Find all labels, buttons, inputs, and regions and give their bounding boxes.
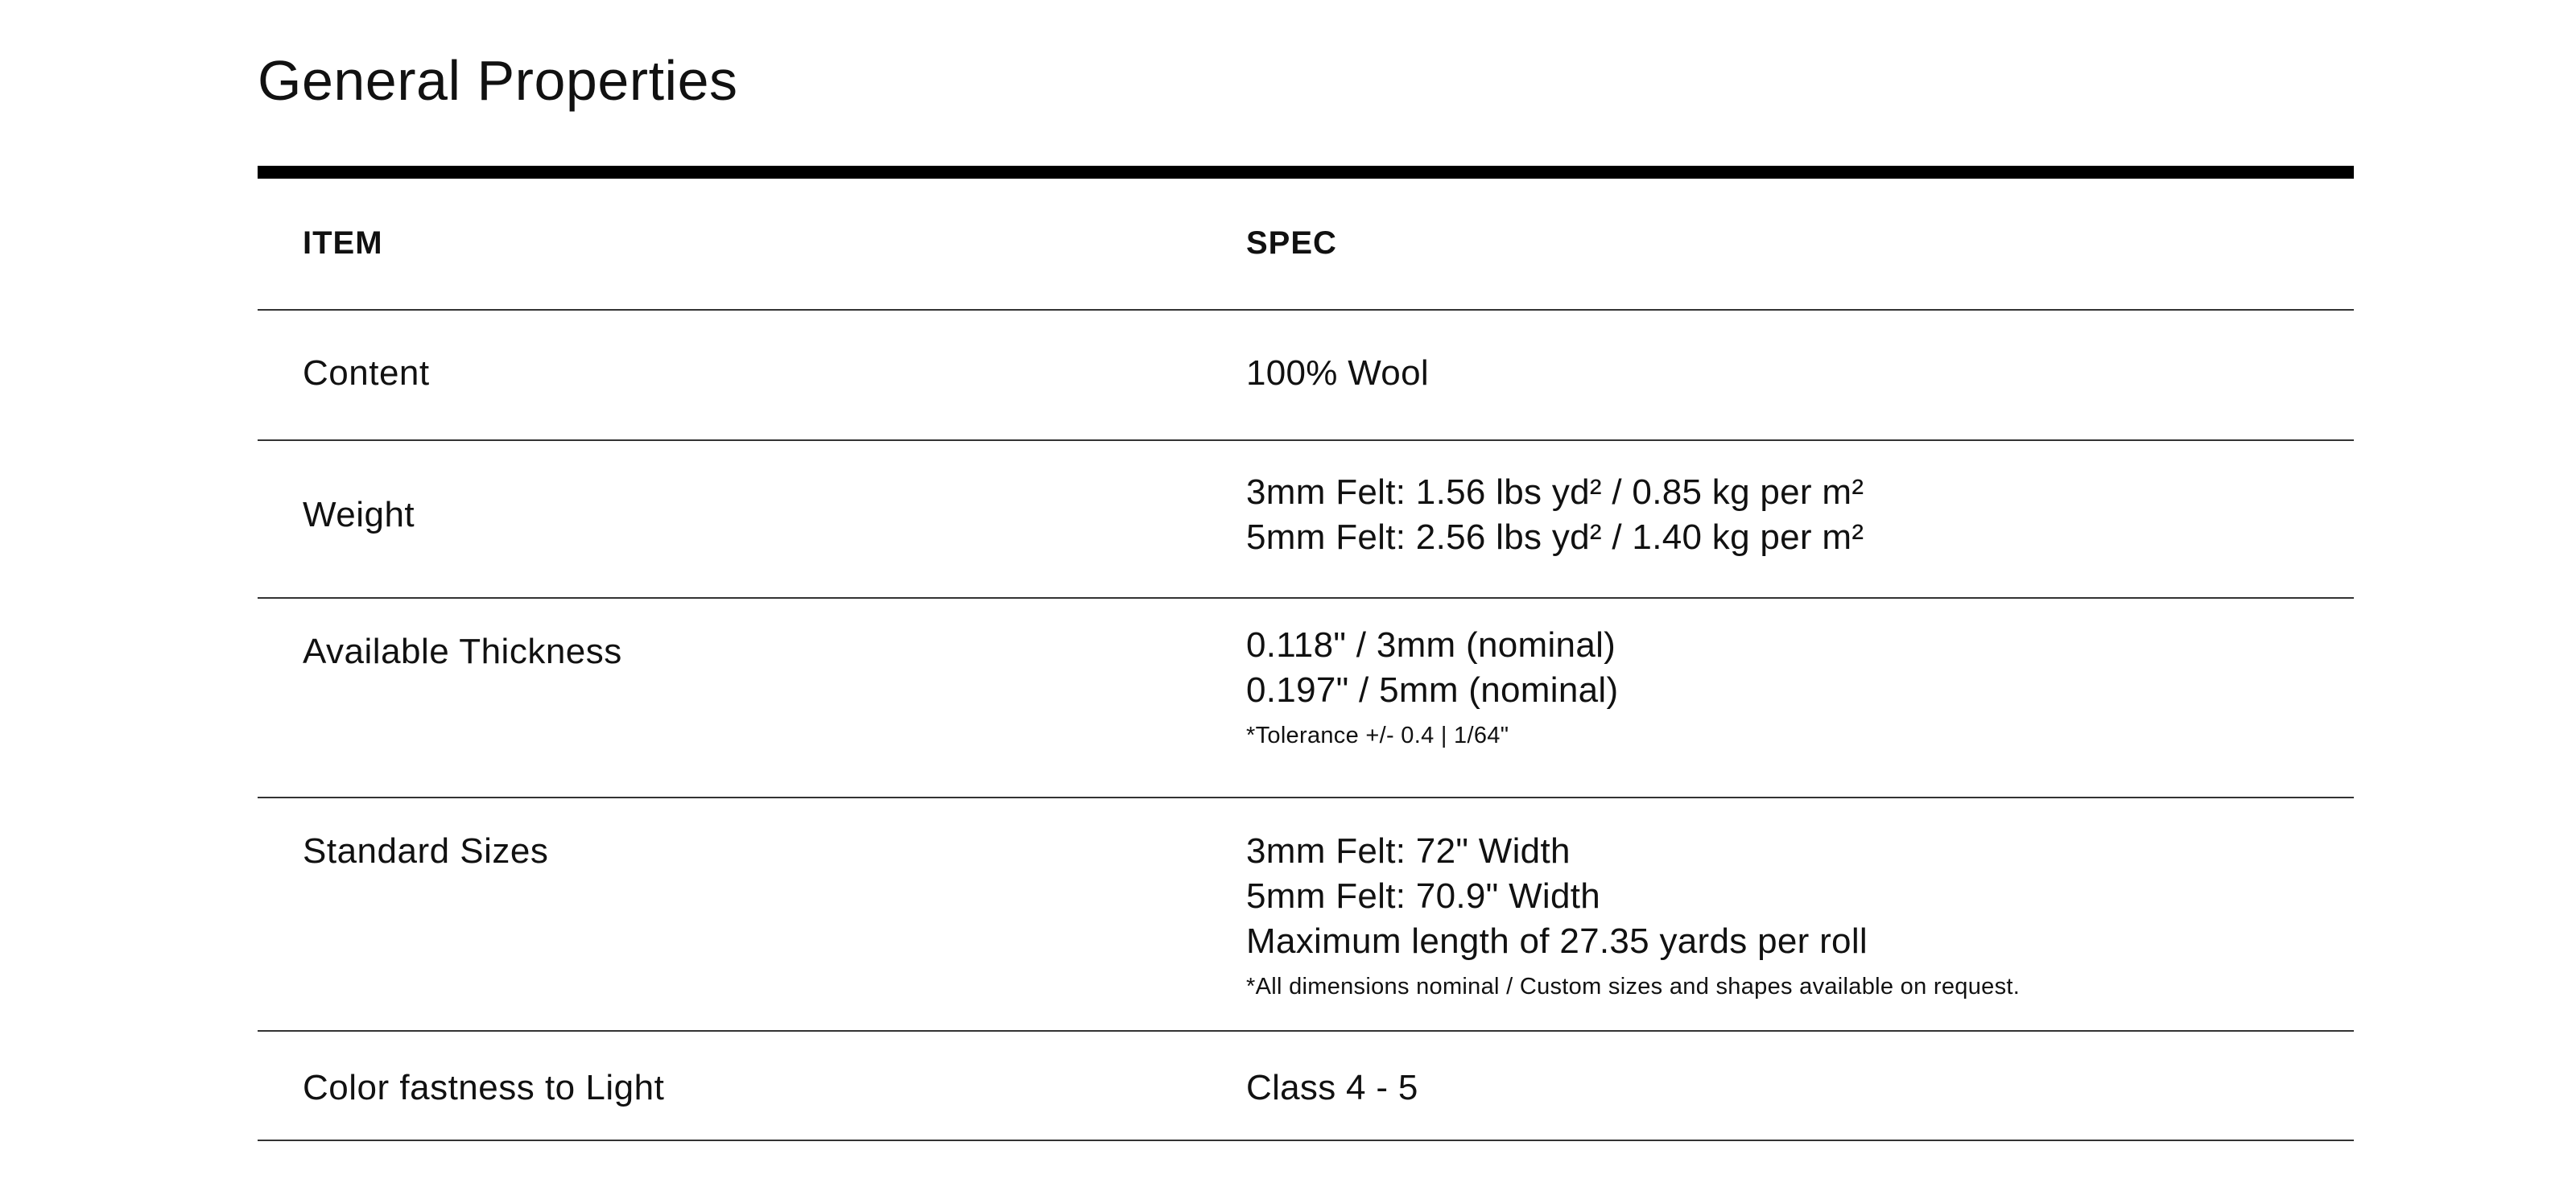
item-label-thickness: Available Thickness: [303, 632, 622, 671]
spec-cell-colorfastness: [1246, 1032, 2354, 1140]
spec-cell-content: [1246, 311, 2354, 439]
spec-line: 3mm Felt: 72" Width: [1246, 831, 1571, 871]
column-header-spec: SPEC: [1246, 225, 1337, 261]
spec-line: 100% Wool: [1246, 353, 1429, 393]
spec-line: 0.197" / 5mm (nominal): [1246, 670, 1619, 710]
dimensions-note: *All dimensions nominal / Custom sizes and shapes available on request.: [1246, 974, 2021, 1000]
properties-table: [258, 166, 2354, 1141]
table-row-sizes: [258, 798, 2354, 1032]
spec-line: 0.118" / 3mm (nominal): [1246, 625, 1616, 665]
table-row-weight: [258, 441, 2354, 599]
table-row-colorfastness: [258, 1032, 2354, 1141]
spec-line: 3mm Felt: 1.56 lbs yd² / 0.85 kg per m²: [1246, 472, 1864, 512]
spec-cell-sizes: [1246, 798, 2354, 1030]
item-label-sizes: Standard Sizes: [303, 831, 549, 871]
tolerance-note: *Tolerance +/- 0.4 | 1/64": [1246, 723, 1509, 748]
spec-line: 5mm Felt: 2.56 lbs yd² / 1.40 kg per m²: [1246, 517, 1864, 557]
page-title: General Properties: [258, 49, 738, 112]
spec-line: Class 4 - 5: [1246, 1068, 1418, 1107]
item-label-content: Content: [303, 353, 430, 393]
item-label-weight: Weight: [303, 495, 415, 534]
table-row-thickness: [258, 599, 2354, 798]
table-header-row: [258, 179, 2354, 311]
spec-line: Maximum length of 27.35 yards per roll: [1246, 921, 1868, 961]
table-row-content: [258, 311, 2354, 441]
item-label-colorfastness: Color fastness to Light: [303, 1068, 665, 1107]
column-header-item: ITEM: [303, 225, 383, 261]
spec-line: 5mm Felt: 70.9" Width: [1246, 876, 1601, 916]
spec-cell-thickness: [1246, 599, 2354, 797]
spec-cell-weight: [1246, 441, 2354, 597]
